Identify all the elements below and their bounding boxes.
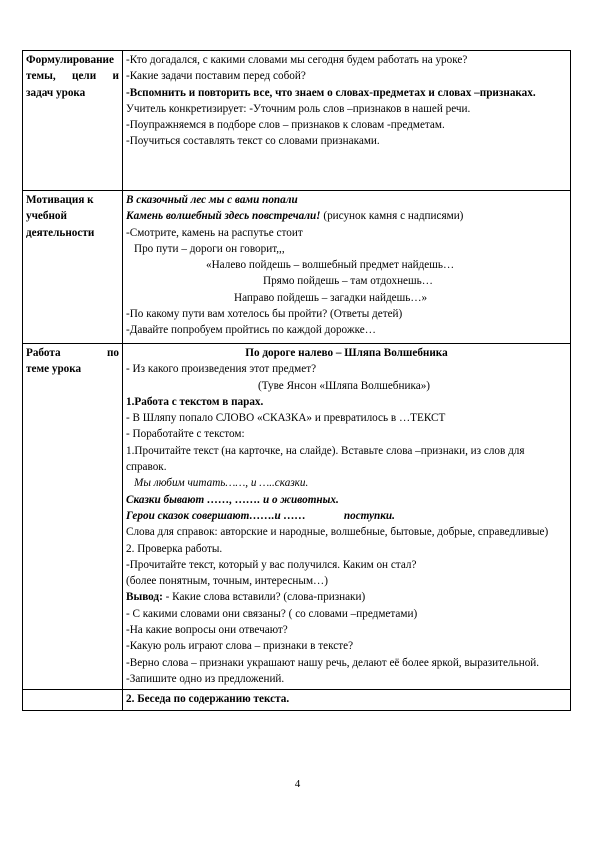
text-line: В сказочный лес мы с вами попали xyxy=(126,194,298,206)
table-row xyxy=(23,690,571,710)
text-span: поступки. xyxy=(343,509,395,522)
text-line: Направо пойдешь – загадки найдешь…» xyxy=(234,291,428,304)
text-line: По дороге налево – Шляпа Волшебника xyxy=(245,347,448,359)
text-line: 1.Прочитайте текст (на карточке, на слайде). Вставьте слова –признаки, из слов для справок. xyxy=(126,444,525,474)
text-span: Герои сказок совершают…….и …… xyxy=(126,509,306,522)
text-line: 2. Беседа по содержанию текста. xyxy=(126,693,290,706)
stage-content xyxy=(123,344,571,690)
text-line: Прямо пойдешь – там отдохнешь… xyxy=(263,275,433,288)
text-line: (более понятным, точным, интересным…) xyxy=(126,575,328,588)
stage-content xyxy=(123,690,571,710)
stage-label: Мотивация к учебной деятельности xyxy=(23,191,123,344)
text-line: -Какие задачи поставим перед собой? xyxy=(126,70,306,83)
text-line: -Верно слова – признаки украшают нашу речь, делают её более яркой, выразительной. xyxy=(126,656,540,669)
text-line: - В Шляпу попало СЛОВО «СКАЗКА» и превратилось в …ТЕКСТ xyxy=(126,412,446,425)
text-line: -По какому пути вам хотелось бы пройти? (Ответы детей) xyxy=(126,308,403,321)
text-line: Сказки бывают ……, ……. и о животных. xyxy=(126,493,339,506)
stage-label: Формулирование темы, цели и задач урока xyxy=(23,51,123,191)
text-line: -Какую роль играют слова – признаки в тексте? xyxy=(126,640,354,653)
text-line: -Прочитайте текст, который у вас получился. Каким он стал? xyxy=(126,558,417,571)
text-line: -На какие вопросы они отвечают? xyxy=(126,624,288,637)
text-line: Слова для справок: авторские и народные, волшебные, бытовые, добрые, справедливые) xyxy=(126,526,549,539)
text-span: - Какие слова вставили? (слова-признаки) xyxy=(162,591,366,604)
text-line: Учитель конкретизирует: -Уточним роль слов –признаков в нашей речи. xyxy=(126,102,471,115)
table-row xyxy=(23,344,571,690)
text-line: Про пути – дороги он говорит,,, xyxy=(134,242,285,255)
stage-label-line xyxy=(26,345,119,361)
text-line xyxy=(126,508,567,524)
text-span: Вывод: xyxy=(126,591,163,604)
text-line xyxy=(126,589,567,605)
text-line: -Кто догадался, с какими словами мы сегодня будем работать на уроке? xyxy=(126,54,468,66)
text-span: (рисунок камня с надписями) xyxy=(323,210,464,223)
stage-label-line: теме урока xyxy=(26,363,82,376)
text-line: (Туве Янсон «Шляпа Волшебника») xyxy=(258,379,431,392)
stage-content xyxy=(123,51,571,191)
text-line: Мы любим читать……, и …..сказки. xyxy=(134,477,309,490)
stage-label xyxy=(23,344,123,690)
text-line: -Поучиться составлять текст со словами признаками. xyxy=(126,135,380,148)
text-line: -Смотрите, камень на распутье стоит xyxy=(126,226,303,239)
text-line xyxy=(126,208,567,224)
text-line: -Поупражняемся в подборе слов – признаков к словам -предметам. xyxy=(126,119,445,132)
stage-content xyxy=(123,191,571,344)
page-number: 4 xyxy=(294,778,301,790)
text-span: Камень волшебный здесь повстречали! xyxy=(126,210,321,223)
text-line: 2. Проверка работы. xyxy=(126,542,223,555)
text-line: - Из какого произведения этот предмет? xyxy=(126,363,317,376)
text-line: 1.Работа с текстом в парах. xyxy=(126,395,264,408)
text-line: - Поработайте с текстом: xyxy=(126,428,245,441)
table-row xyxy=(23,51,571,191)
stage-label-word: по xyxy=(106,347,119,359)
table-row xyxy=(23,191,571,344)
stage-label-word: Работа xyxy=(26,347,61,359)
stage-label xyxy=(23,690,123,710)
text-line: «Налево пойдешь – волшебный предмет найдешь… xyxy=(206,259,455,272)
text-line: -Вспомнить и повторить все, что знаем о словах-предметах и словах –признаках. xyxy=(126,86,536,99)
text-line: -Запишите одно из предложений. xyxy=(126,672,285,685)
text-line: - С какими словами они связаны? ( со словами –предметами) xyxy=(126,607,418,620)
text-line: -Давайте попробуем пройтись по каждой дорожке… xyxy=(126,324,376,337)
lesson-plan-table xyxy=(22,50,571,711)
